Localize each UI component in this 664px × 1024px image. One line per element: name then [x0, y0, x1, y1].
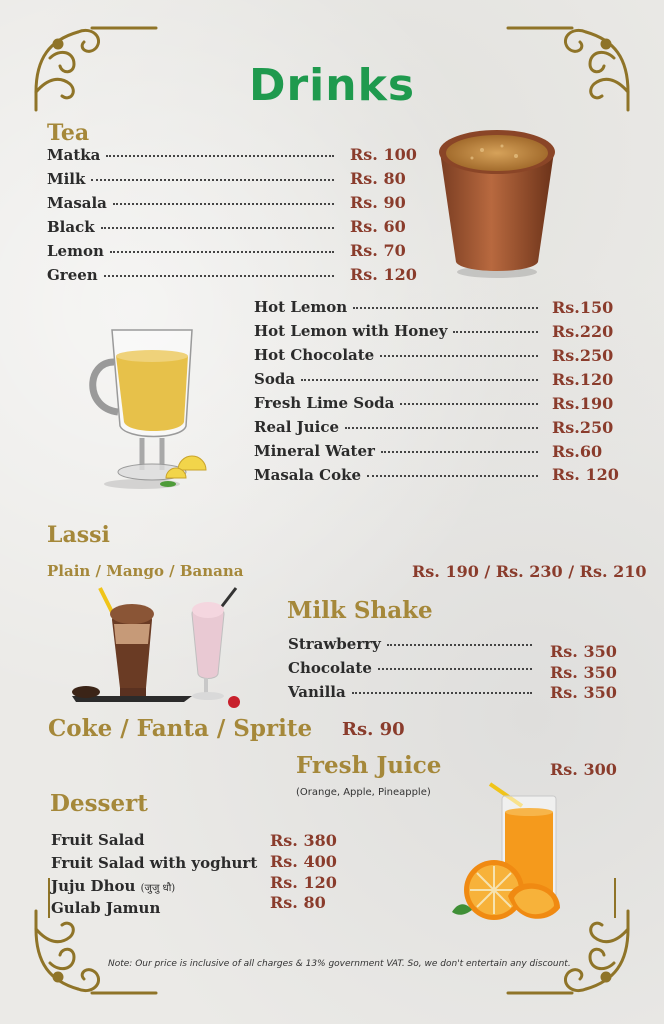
hot-drink-row	[254, 298, 544, 316]
item-name: Fresh Lime Soda	[254, 394, 395, 412]
milk-shake-heading: Milk Shake	[287, 597, 433, 624]
corner-ornament-bottom-left-icon	[30, 908, 160, 1003]
hot-lemon-glass-icon	[82, 322, 214, 492]
tea-row	[47, 218, 340, 236]
milkshake-glasses-icon	[66, 584, 246, 712]
tea-heading: Tea	[47, 120, 90, 146]
item-price: Rs.190	[552, 394, 614, 413]
fresh-juice-price: Rs. 300	[550, 760, 617, 779]
side-rule-left	[48, 878, 50, 918]
item-name: Green	[47, 266, 98, 284]
tea-row	[47, 266, 340, 284]
item-name: Lemon	[47, 242, 104, 260]
dot-leader	[367, 475, 538, 477]
dot-leader	[101, 227, 334, 229]
dessert-item: Fruit Salad with yoghurt	[51, 854, 258, 872]
dot-leader	[104, 275, 334, 277]
dessert-item-native-name: (जुजु धौ)	[140, 883, 176, 894]
hot-drink-row	[254, 394, 544, 412]
soft-drinks-heading: Coke / Fanta / Sprite	[48, 715, 313, 742]
lassi-prices: Rs. 190 / Rs. 230 / Rs. 210	[412, 562, 647, 581]
milk-shake-row	[288, 683, 538, 701]
item-name: Soda	[254, 370, 296, 388]
hot-drink-row	[254, 346, 544, 364]
item-name: Black	[47, 218, 95, 236]
fresh-juice-heading: Fresh Juice	[296, 752, 442, 779]
dessert-heading: Dessert	[50, 790, 148, 817]
dot-leader	[453, 331, 538, 333]
dessert-item	[51, 877, 175, 895]
milk-shake-row	[288, 635, 538, 653]
item-name: Chocolate	[288, 659, 372, 677]
side-rule-right	[614, 878, 616, 918]
item-price: Rs.60	[552, 442, 603, 461]
item-name: Hot Chocolate	[254, 346, 375, 364]
item-price: Rs. 80	[270, 893, 326, 912]
item-price: Rs. 380	[270, 831, 337, 850]
item-price: Rs. 350	[550, 642, 617, 661]
orange-juice-icon	[448, 778, 568, 936]
dot-leader	[387, 644, 532, 646]
dot-leader	[301, 379, 538, 381]
hot-drink-row	[254, 442, 544, 460]
dot-leader	[352, 692, 532, 694]
hot-drink-row	[254, 466, 544, 484]
item-name: Strawberry	[288, 635, 381, 653]
item-price: Rs. 100	[350, 145, 417, 164]
dot-leader	[381, 451, 538, 453]
hot-drink-row	[254, 322, 544, 340]
item-price: Rs.250	[552, 418, 614, 437]
dot-leader	[91, 179, 334, 181]
item-price: Rs. 120	[552, 465, 619, 484]
dot-leader	[345, 427, 538, 429]
page-title: Drinks	[248, 60, 416, 111]
item-name: Real Juice	[254, 418, 340, 436]
dot-leader	[113, 203, 334, 205]
item-price: Rs. 80	[350, 169, 406, 188]
item-name: Masala	[47, 194, 107, 212]
item-name: Vanilla	[288, 683, 346, 701]
item-name: Milk	[47, 170, 86, 188]
dot-leader	[110, 251, 334, 253]
milk-shake-row	[288, 659, 538, 677]
hot-drink-row	[254, 370, 544, 388]
item-price: Rs. 70	[350, 241, 406, 260]
dessert-item-name: Juju Dhou	[51, 877, 136, 895]
dot-leader	[106, 155, 334, 157]
item-price: Rs. 350	[550, 683, 617, 702]
dessert-item: Gulab Jamun	[51, 899, 161, 917]
item-price: Rs.150	[552, 298, 614, 317]
tea-row	[47, 194, 340, 212]
item-name: Masala Coke	[254, 466, 362, 484]
dessert-item: Fruit Salad	[51, 831, 145, 849]
item-name: Matka	[47, 146, 101, 164]
item-price: Rs.220	[552, 322, 614, 341]
item-name: Hot Lemon with Honey	[254, 322, 448, 340]
lassi-heading: Lassi	[47, 522, 110, 548]
item-price: Rs. 350	[550, 663, 617, 682]
item-price: Rs.120	[552, 370, 614, 389]
item-price: Rs. 60	[350, 217, 406, 236]
item-price: Rs. 400	[270, 852, 337, 871]
fresh-juice-note: (Orange, Apple, Pineapple)	[296, 787, 431, 798]
footer-note: Note: Our price is inclusive of all charges & 13% government VAT. So, we don't entertain any discount.	[108, 959, 571, 969]
item-price: Rs. 90	[350, 193, 406, 212]
dot-leader	[380, 355, 538, 357]
tea-row	[47, 242, 340, 260]
item-price: Rs. 120	[270, 873, 337, 892]
item-price: Rs. 120	[350, 265, 417, 284]
item-name: Mineral Water	[254, 442, 375, 460]
hot-drink-row	[254, 418, 544, 436]
dot-leader	[378, 668, 532, 670]
soft-drinks-price: Rs. 90	[342, 719, 405, 740]
clay-tea-cup-icon	[432, 122, 562, 280]
tea-row	[47, 170, 340, 188]
tea-row	[47, 146, 340, 164]
dot-leader	[353, 307, 538, 309]
lassi-flavors: Plain / Mango / Banana	[47, 562, 244, 580]
dot-leader	[400, 403, 538, 405]
item-price: Rs.250	[552, 346, 614, 365]
item-name: Hot Lemon	[254, 298, 348, 316]
